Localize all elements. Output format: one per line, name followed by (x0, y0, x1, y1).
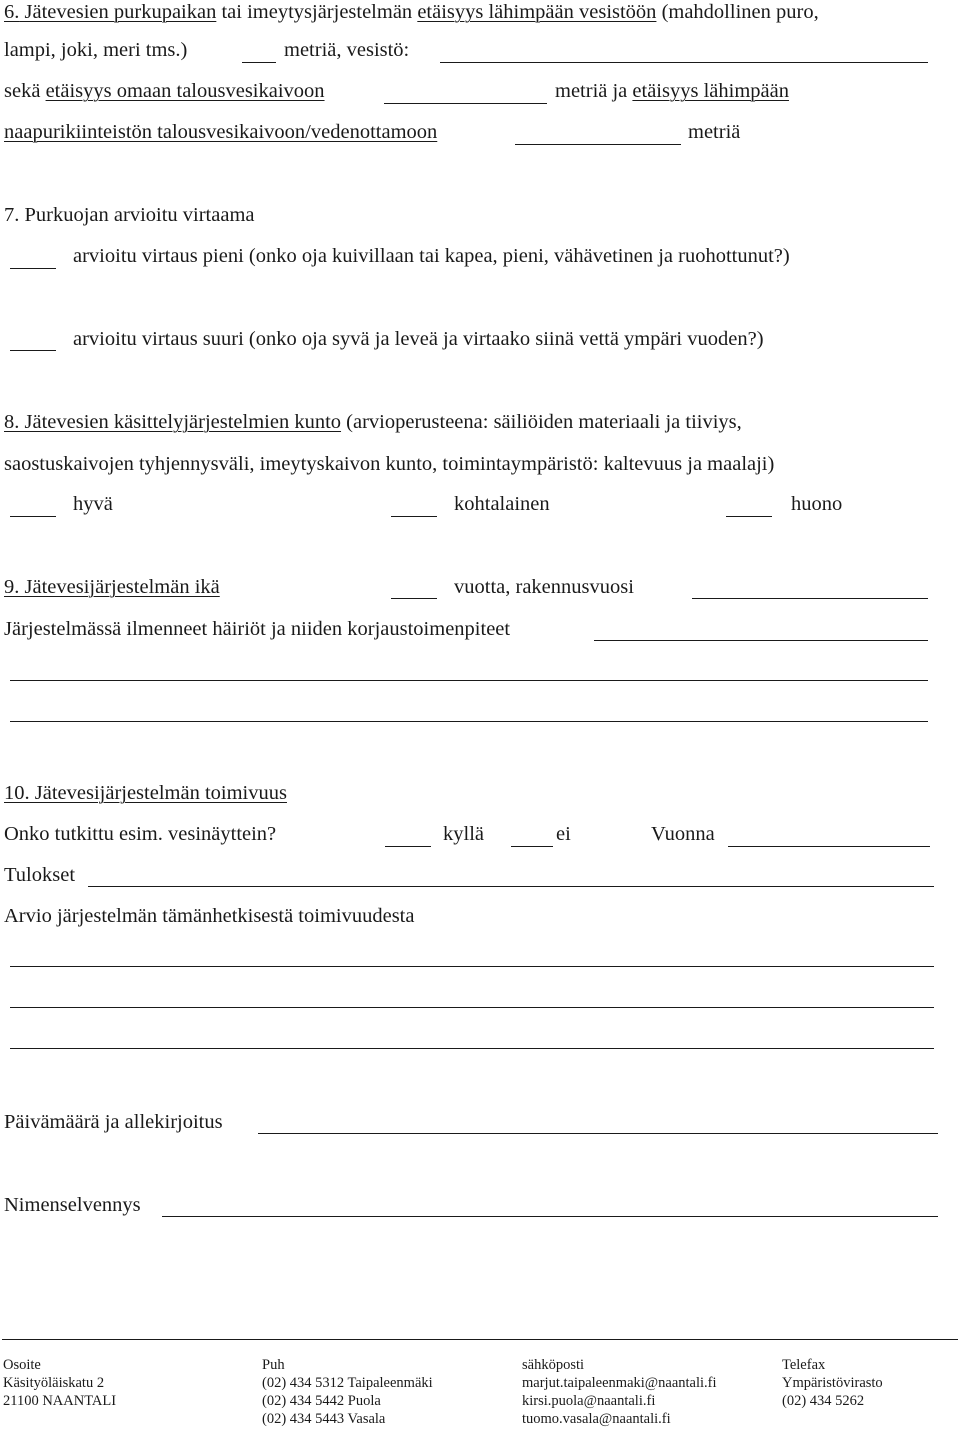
q9-faults-field-3[interactable] (10, 721, 928, 722)
q7-flow-small-label: arvioitu virtaus pieni (onko oja kuivillaan tai kapea, pieni, vähävetinen ja ruohottunut?) (73, 245, 790, 267)
q10-tested-label: Onko tutkittu esim. vesinäyttein? (4, 823, 277, 845)
footer-fax-header: Telefax (782, 1357, 826, 1373)
footer-fax-line1: Ympäristövirasto (782, 1375, 883, 1391)
q10-title: 10. Jätevesijärjestelmän toimivuus (4, 782, 287, 804)
q8-poor-label: huono (791, 493, 843, 515)
q10-assessment-label: Arvio järjestelmän tämänhetkisestä toimivuudesta (4, 905, 415, 927)
q10-yes-checkbox[interactable] (385, 846, 431, 847)
q6-text-4b: metriä (688, 121, 741, 143)
q8-text-1b: (arvioperusteena: säiliöiden materiaali ja tiiviys, (346, 411, 742, 433)
q10-assessment-field-3[interactable] (10, 1048, 934, 1049)
q6-line-4 (4, 120, 437, 144)
q10-no-checkbox[interactable] (511, 846, 553, 847)
q10-yes-label: kyllä (443, 823, 484, 845)
q9-build-year-field[interactable] (692, 598, 928, 599)
q9-title: 9. Jätevesijärjestelmän ikä (4, 576, 220, 598)
q6-distance-own-well: etäisyys omaan talousvesikaivoon (45, 80, 325, 102)
date-signature-field[interactable] (258, 1133, 938, 1134)
q6-text-2a: lampi, joki, meri tms.) (4, 39, 188, 61)
q6-water-body-field[interactable] (440, 62, 928, 63)
q9-faults-field-1[interactable] (594, 640, 928, 641)
q6-line-1 (4, 0, 819, 24)
q6-line-3b: metriä ja etäisyys lähimpään (555, 80, 789, 102)
q6-meters-neighbour-well-field[interactable] (515, 144, 681, 145)
footer-phone-line1: (02) 434 5312 Taipaleenmäki (262, 1375, 433, 1391)
q8-text-2: saostuskaivojen tyhjennysväli, imeytyskaivon kunto, toimintaympäristö: kaltevuus ja maalaji) (4, 453, 775, 475)
name-clarification-field[interactable] (162, 1216, 938, 1217)
footer-address-line2: 21100 NAANTALI (3, 1393, 117, 1409)
q6-text-1b: (mahdollinen puro, (661, 1, 819, 23)
q9-years-label: vuotta, rakennusvuosi (454, 576, 634, 598)
q10-assessment-field-2[interactable] (10, 1007, 934, 1008)
q8-fair-label: kohtalainen (454, 493, 550, 515)
footer-fax-line2: (02) 434 5262 (782, 1393, 865, 1409)
footer-address-line1: Käsityöläiskatu 2 (3, 1375, 105, 1391)
q8-line-1 (4, 410, 742, 434)
q7-flow-large-label: arvioitu virtaus suuri (onko oja syvä ja leveä ja virtaako siinä vettä ympäri vuoden?) (73, 328, 764, 350)
q10-line-1 (4, 781, 287, 805)
q10-results-field[interactable] (88, 886, 934, 887)
q6-neighbour-well: naapurikiinteistön talousvesikaivoon/vedenottamoon (4, 121, 438, 143)
q8-good-checkbox[interactable] (10, 516, 56, 517)
q9-faults-field-2[interactable] (10, 680, 928, 681)
footer-phone-line2: (02) 434 5442 Puola (262, 1393, 381, 1409)
q9-line-1 (4, 575, 220, 599)
footer-divider (2, 1339, 958, 1340)
q10-year-field[interactable] (728, 846, 930, 847)
q8-fair-checkbox[interactable] (391, 516, 437, 517)
q6-meters-water-field[interactable] (242, 62, 276, 63)
q7-flow-small-checkbox[interactable] (10, 268, 56, 269)
q6-distance-neighbour: etäisyys lähimpään (632, 80, 789, 102)
q9-faults-label: Järjestelmässä ilmenneet häiriöt ja niiden korjaustoimenpiteet (4, 618, 511, 640)
footer-email-header: sähköposti (522, 1357, 585, 1373)
footer-email-line3[interactable]: tuomo.vasala@naantali.fi (522, 1411, 671, 1427)
q6-distance-water: etäisyys lähimpään vesistöön (417, 1, 657, 23)
footer-phone-header: Puh (262, 1357, 285, 1373)
q6-meters-own-well-field[interactable] (384, 103, 547, 104)
q10-results-label: Tulokset (4, 864, 76, 886)
q6-text-1: tai imeytysjärjestelmän (221, 1, 413, 23)
footer-address-header: Osoite (3, 1357, 41, 1373)
footer-email-line2[interactable]: kirsi.puola@naantali.fi (522, 1393, 656, 1409)
name-clarification-label: Nimenselvennys (4, 1194, 141, 1216)
q8-poor-checkbox[interactable] (726, 516, 772, 517)
q10-assessment-field-1[interactable] (10, 966, 934, 967)
date-signature-label: Päivämäärä ja allekirjoitus (4, 1111, 223, 1133)
q6-title: 6. Jätevesien purkupaikan (4, 1, 217, 23)
q10-no-label: ei (556, 823, 571, 845)
q9-years-field[interactable] (391, 598, 437, 599)
q6-line-3: sekä etäisyys omaan talousvesikaivoon (4, 80, 325, 102)
footer-phone-line3: (02) 434 5443 Vasala (262, 1411, 386, 1427)
q8-title: 8. Jätevesien käsittelyjärjestelmien kunto (4, 411, 342, 433)
q6-text-2b: metriä, vesistö: (284, 39, 410, 61)
q7-title: 7. Purkuojan arvioitu virtaama (4, 204, 255, 226)
q7-flow-large-checkbox[interactable] (10, 350, 56, 351)
footer-email-line1[interactable]: marjut.taipaleenmaki@naantali.fi (522, 1375, 717, 1391)
q8-good-label: hyvä (73, 493, 113, 515)
q10-year-label: Vuonna (651, 823, 715, 845)
